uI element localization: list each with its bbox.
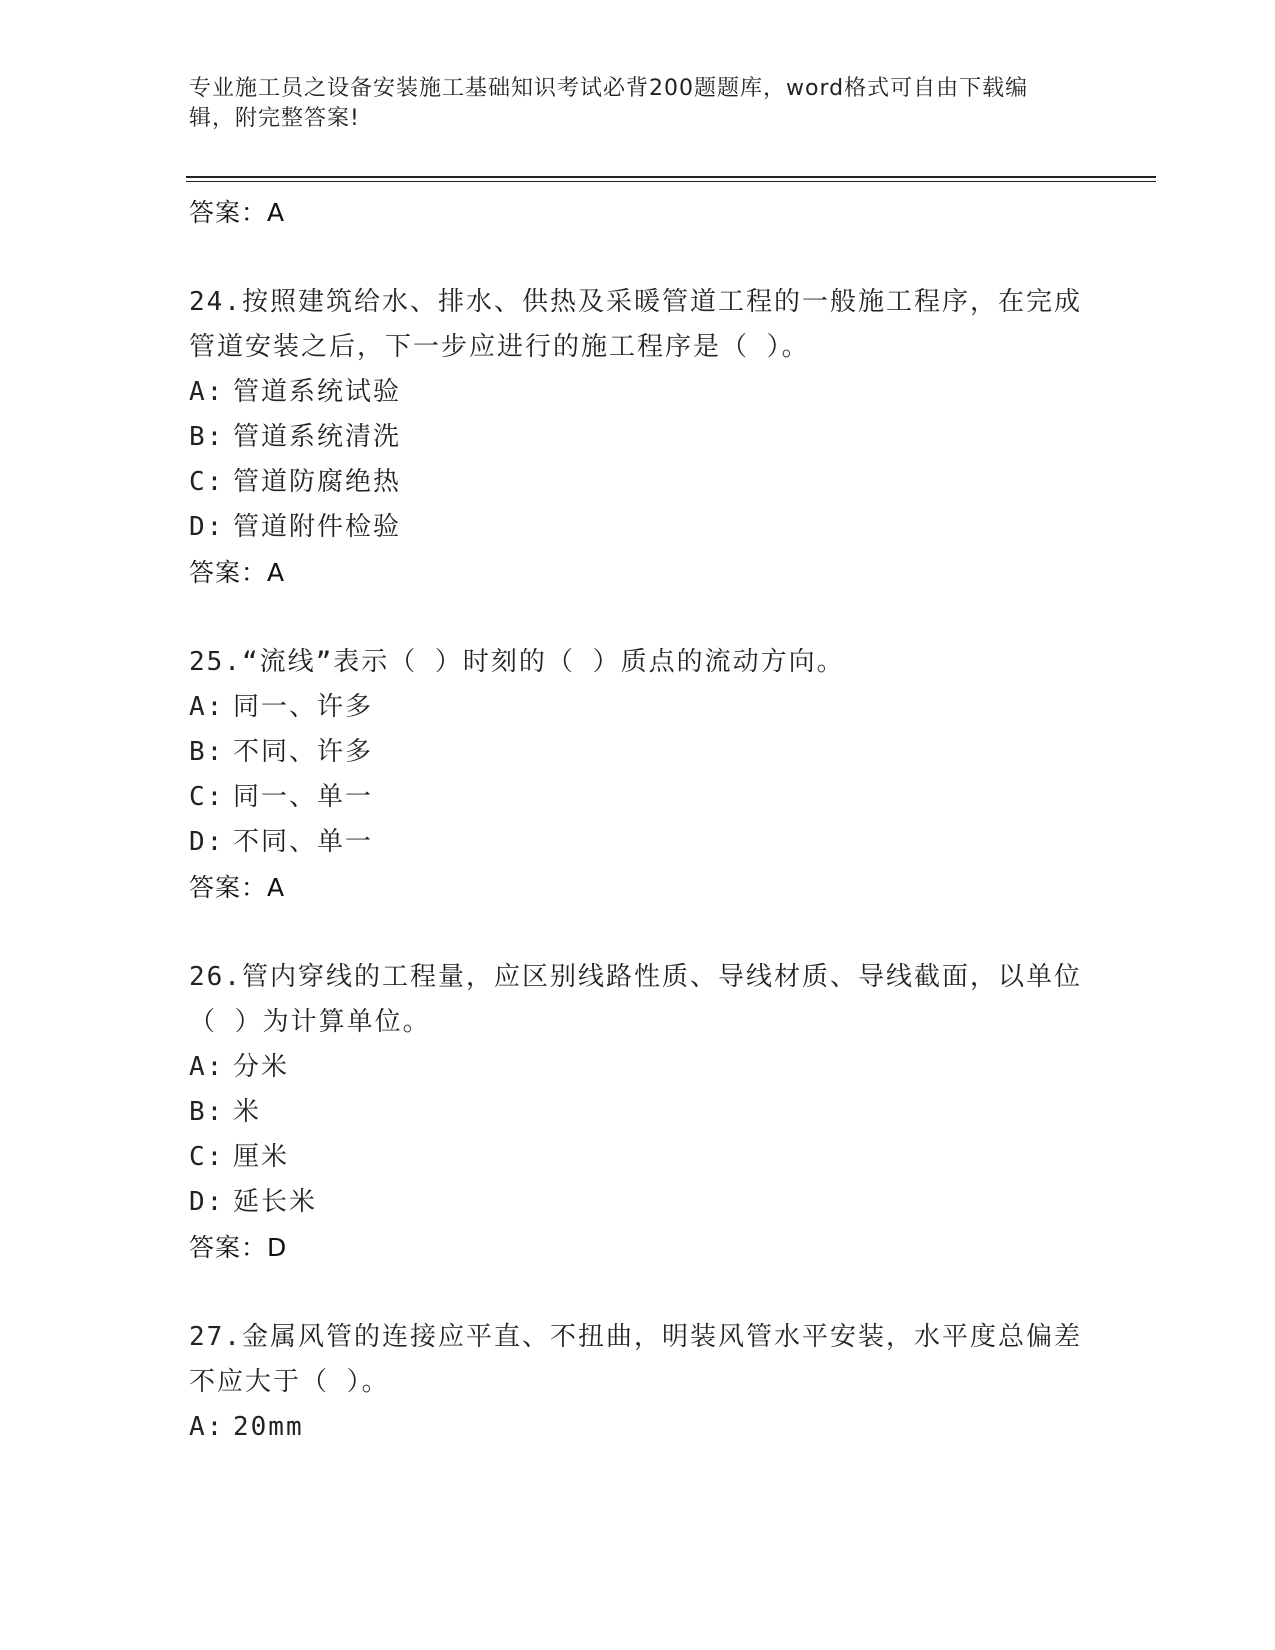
option-text: 不同、许多 <box>233 737 374 767</box>
option-key: A: <box>189 377 225 407</box>
option-key: D: <box>189 512 225 542</box>
question-block <box>189 955 1089 1271</box>
question-stem: 27.金属风管的连接应平直、不扭曲，明装风管水平安装，水平度总偏差不应大于（ ）。 <box>189 1322 1082 1397</box>
option-text: 管道系统清洗 <box>233 422 402 452</box>
question-stem: 25.“流线”表示（ ）时刻的（ ）质点的流动方向。 <box>189 647 845 677</box>
option-key: B: <box>189 1097 225 1127</box>
question-block <box>189 640 1089 911</box>
answer-line: 答案：A <box>189 558 286 587</box>
option-text: 管道系统试验 <box>233 377 402 407</box>
answer-option <box>189 460 1089 505</box>
question-stem: 24.按照建筑给水、排水、供热及采暖管道工程的一般施工程序，在完成管道安装之后，下一步应进行的施工程序是（ ）。 <box>189 287 1082 362</box>
header-divider-thin <box>186 181 1156 182</box>
answer-option <box>189 505 1089 550</box>
questions-container <box>189 280 1089 1450</box>
answer-option <box>189 820 1089 865</box>
option-key: A: <box>189 1412 225 1442</box>
option-text: 米 <box>233 1097 262 1127</box>
answer-option <box>189 1405 1089 1450</box>
option-key: C: <box>189 782 225 812</box>
option-text: 管道防腐绝热 <box>233 467 402 497</box>
option-key: C: <box>189 1142 225 1172</box>
answer-option <box>189 415 1089 460</box>
answer-option <box>189 1180 1089 1225</box>
answer-line: 答案：A <box>189 198 286 227</box>
option-key: A: <box>189 1052 225 1082</box>
option-key: B: <box>189 422 225 452</box>
header-divider-thick <box>186 176 1156 178</box>
option-text: 同一、单一 <box>233 782 374 812</box>
option-text: 延长米 <box>233 1187 318 1217</box>
option-key: C: <box>189 467 225 497</box>
answer-option <box>189 685 1089 730</box>
answer-option <box>189 730 1089 775</box>
answer-option <box>189 775 1089 820</box>
question-stem: 26.管内穿线的工程量，应区别线路性质、导线材质、导线截面，以单位（ ）为计算单位。 <box>189 962 1082 1037</box>
option-key: D: <box>189 1187 225 1217</box>
option-text: 同一、许多 <box>233 692 374 722</box>
question-list <box>189 190 1089 1450</box>
option-text: 20mm <box>233 1412 304 1442</box>
option-key: D: <box>189 827 225 857</box>
option-text: 分米 <box>233 1052 290 1082</box>
option-text: 不同、单一 <box>233 827 374 857</box>
answer-option <box>189 1135 1089 1180</box>
answer-option <box>189 370 1089 415</box>
option-key: B: <box>189 737 225 767</box>
question-block <box>189 280 1089 596</box>
option-text: 厘米 <box>233 1142 290 1172</box>
answer-line: 答案：A <box>189 873 286 902</box>
question-block <box>189 1315 1089 1450</box>
option-key: A: <box>189 692 225 722</box>
answer-line: 答案：D <box>189 1233 288 1262</box>
answer-option <box>189 1045 1089 1090</box>
page-header-title: 专业施工员之设备安装施工基础知识考试必背200题题库，word格式可自由下载编辑，附完整答案! <box>189 76 1029 131</box>
option-text: 管道附件检验 <box>233 512 402 542</box>
answer-option <box>189 1090 1089 1135</box>
